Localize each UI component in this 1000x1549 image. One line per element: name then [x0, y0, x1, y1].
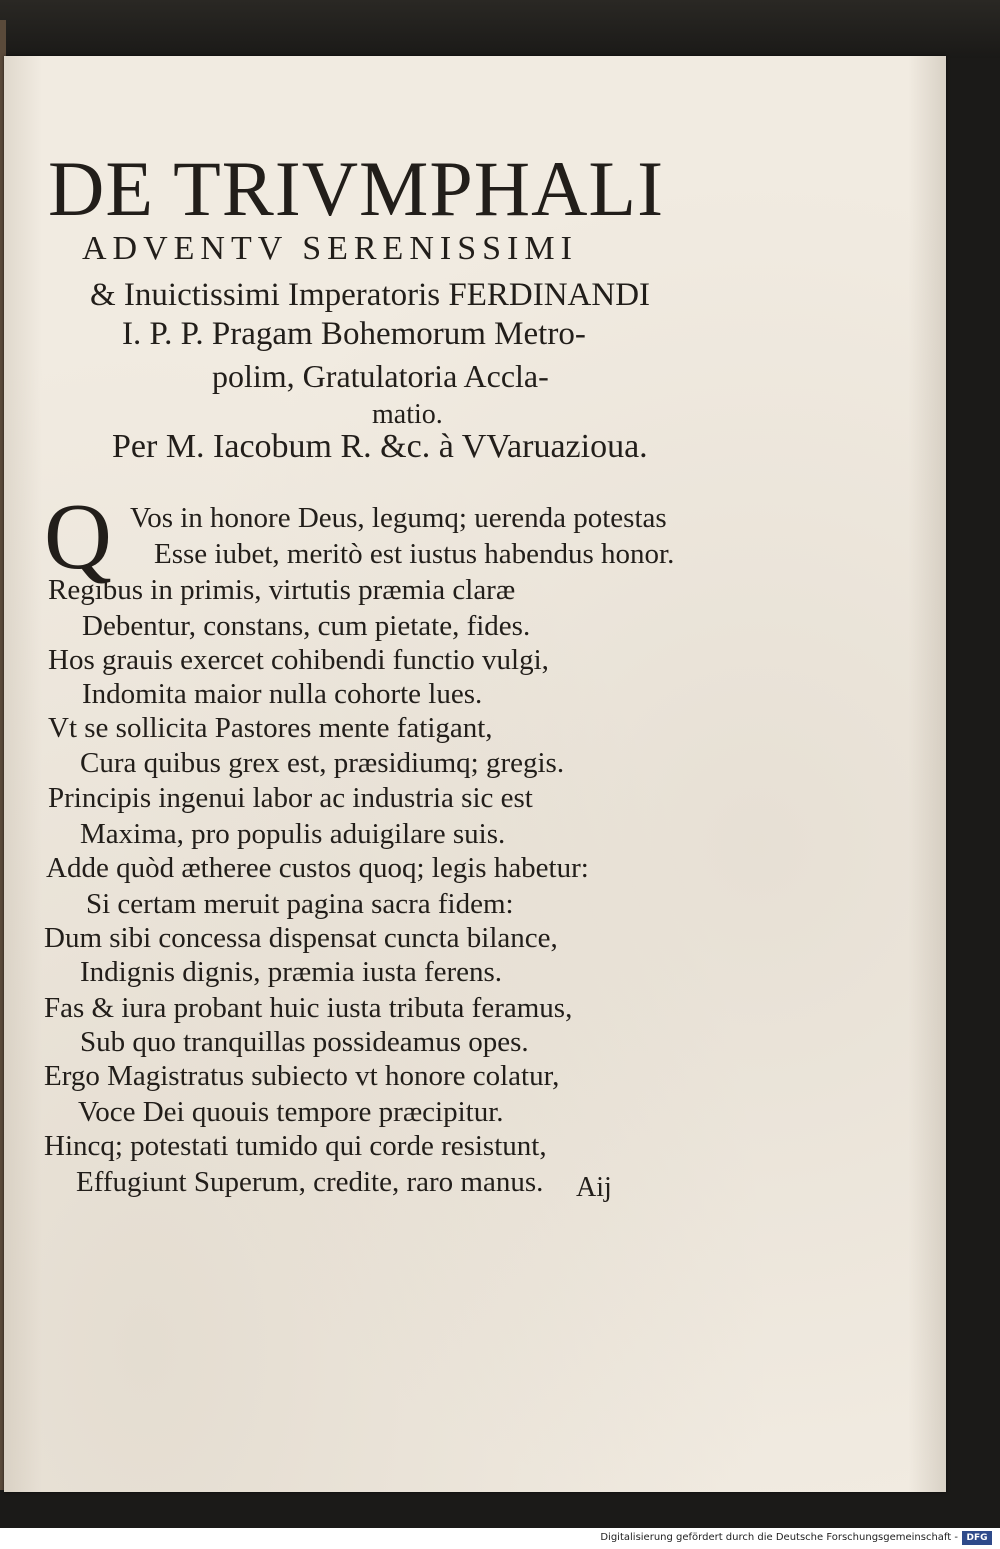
- author-line: Per M. Iacobum R. &c. à VVaruazioua.: [112, 428, 648, 465]
- verse-line: Cura quibus grex est, præsidiumq; gregis.: [80, 747, 565, 779]
- book-page: [4, 56, 946, 1492]
- title-line-3: I. P. P. Pragam Bohemorum Metro-: [122, 316, 586, 352]
- drop-cap: Q: [44, 485, 112, 589]
- verse-line: Dum sibi concessa dispensat cuncta bilance,: [44, 922, 558, 954]
- title-main: DE TRIVMPHALI: [48, 145, 665, 232]
- verse-line: Hos grauis exercet cohibendi functio vulgi,: [48, 644, 549, 676]
- verse-line: Hincq; potestati tumido qui corde resistunt,: [44, 1130, 547, 1162]
- verse-line: Maxima, pro populis aduigilare suis.: [80, 818, 506, 850]
- verse-line: Si certam meruit pagina sacra fidem:: [86, 888, 514, 920]
- title-line-1: ADVENTV SERENISSIMI: [82, 230, 578, 267]
- verse-line: Regibus in primis, virtutis præmia claræ: [48, 574, 516, 606]
- verse-line: Adde quòd ætheree custos quoq; legis habetur:: [46, 852, 589, 884]
- dfg-logo: DFG: [962, 1531, 992, 1545]
- verse-line: Indomita maior nulla cohorte lues.: [82, 678, 483, 710]
- footer-bar: [0, 1528, 1000, 1549]
- verse-line: Vt se sollicita Pastores mente fatigant,: [48, 712, 493, 744]
- verse-line: Esse iubet, meritò est iustus habendus honor.: [154, 538, 675, 570]
- verse-line: Ergo Magistratus subiecto vt honore colatur,: [44, 1060, 560, 1092]
- verse-line: Indignis dignis, præmia iusta ferens.: [80, 956, 503, 988]
- title-line-4: polim, Gratulatoria Accla-: [212, 358, 549, 394]
- verse-line: Fas & iura probant huic iusta tributa feramus,: [44, 992, 573, 1024]
- scan-background-top: [0, 0, 1000, 58]
- verse-line: Debentur, constans, cum pietate, fides.: [82, 610, 531, 642]
- verse-line: Principis ingenui labor ac industria sic est: [48, 782, 533, 814]
- verse-line: Voce Dei quouis tempore præcipitur.: [78, 1096, 504, 1128]
- title-line-2: & Inuictissimi Imperatoris FERDINANDI: [90, 277, 651, 313]
- verse-line: Effugiunt Superum, credite, raro manus.: [76, 1166, 544, 1198]
- verse-line: Vos in honore Deus, legumq; uerenda potestas: [130, 502, 667, 534]
- catchword: Aij: [576, 1172, 612, 1203]
- title-line-5: matio.: [372, 399, 443, 430]
- funding-notice: Digitalisierung gefördert durch die Deutsche Forschungsgemeinschaft -: [600, 1532, 958, 1543]
- verse-line: Sub quo tranquillas possideamus opes.: [80, 1026, 529, 1058]
